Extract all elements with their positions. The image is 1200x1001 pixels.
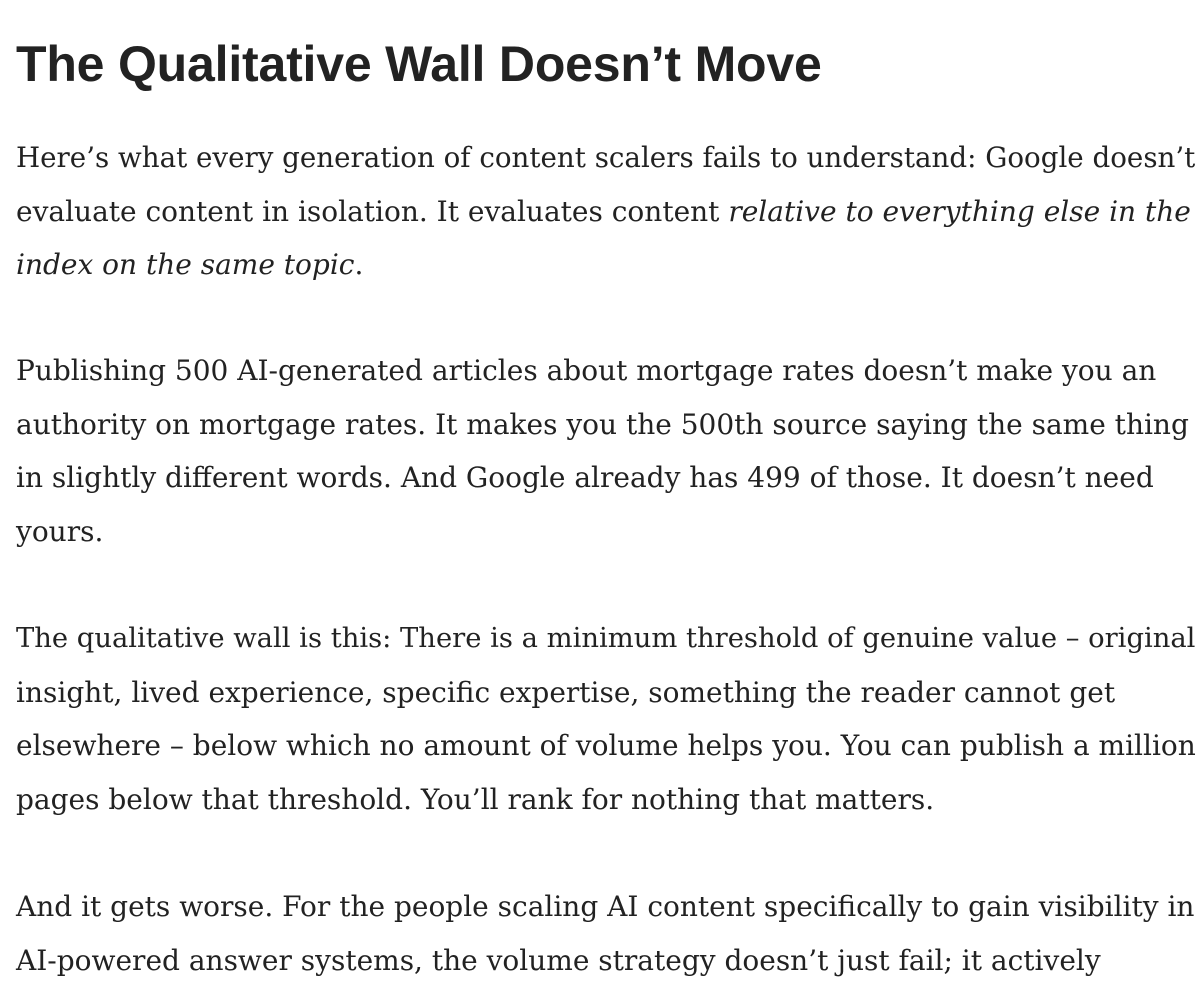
paragraph-2-line-4: yours. [16,514,104,548]
paragraph-4 [16,880,1196,987]
paragraph-1-period: . [354,248,364,281]
emphasis-relative-to-everything: relative to everything else in the [728,194,1191,228]
paragraph-2 [16,344,1196,558]
paragraph-2-line-2: authority on mortgage rates. It makes you the 500th source saying the same thing [16,407,1189,441]
paragraph-3 [16,612,1196,826]
paragraph-2-line-3: in slightly different words. And Google already has 499 of those. It doesn’t need [16,461,1154,494]
paragraph-1-line-1: Here’s what every generation of content scalers fails to understand: Google doesn’t [16,141,1196,174]
paragraph-2-line-1: Publishing 500 AI-generated articles about mortgage rates doesn’t make you an [16,354,1157,387]
emphasis-index-on-same-topic: index on the same topic [16,248,355,281]
paragraph-3-line-3: elsewhere – below which no amount of volume helps you. You can publish a million [16,729,1196,762]
paragraph-4-line-1: And it gets worse. For the people scaling AI content specifically to gain visibility in [16,890,1195,923]
paragraph-3-line-1: The qualitative wall is this: There is a minimum threshold of genuine value – original [16,623,1196,654]
paragraph-3-line-4: pages below that threshold. You’ll rank for nothing that matters. [16,782,935,816]
paragraph-1-line-3 [16,238,1196,292]
paragraph-1-line-2-text: evaluate content in isolation. It evaluates content [16,194,729,228]
paragraph-1-line-2 [16,185,1196,239]
paragraph-3-line-2: insight, lived experience, specific expertise, something the reader cannot get [16,675,1116,709]
paragraph-4-line-2: AI-powered answer systems, the volume strategy doesn’t just fail; it actively [16,943,1101,977]
section-heading: The Qualitative Wall Doesn’t Move [16,36,822,92]
paragraph-1 [16,131,1196,292]
